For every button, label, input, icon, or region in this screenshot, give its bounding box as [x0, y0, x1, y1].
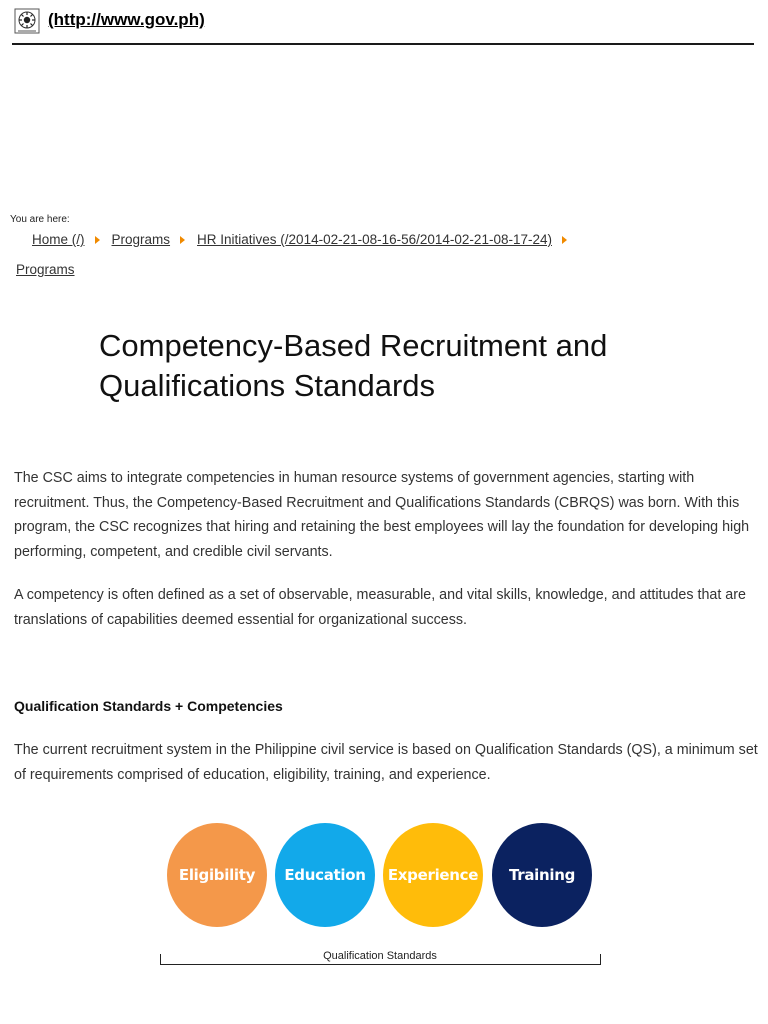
breadcrumb-arrow-icon: [562, 236, 567, 244]
competency-definition-paragraph: A competency is often defined as a set of observable, measurable, and vital skills, knowledge, and attitudes that are translations of capabilities deemed essential for organizational success.: [14, 587, 746, 628]
training-circle: Training: [492, 823, 592, 927]
page-title: Competency-Based Recruitment and Qualifications Standards: [99, 328, 608, 403]
breadcrumb-current-programs-link[interactable]: Programs: [16, 262, 75, 277]
breadcrumb-hr-initiatives-link[interactable]: HR Initiatives (/2014-02-21-08-16-56/2014-02-21-08-17-24): [197, 232, 552, 247]
experience-circle: Experience: [383, 823, 483, 927]
breadcrumb-arrow-icon: [95, 236, 100, 244]
breadcrumb-programs-link[interactable]: Programs: [111, 232, 171, 247]
qs-paragraph: The current recruitment system in the Philippine civil service is based on Qualification Standards (QS), a minimum set of requirements comprised of education, eligibility, training, and experience.: [14, 742, 758, 783]
breadcrumb-home-link[interactable]: Home (/): [32, 232, 85, 247]
eligibility-circle: Eligibility: [167, 823, 267, 927]
intro-paragraph: The CSC aims to integrate competencies in human resource systems of government agencies, starting with recruitment. Thus, the Competency-Based Recruitment and Qualifications Standards (CBRQS) was born. With this program, the CSC recognizes that hiring and retaining the best employees will lay the foundation for developing high performing, competent, and credible civil servants.: [14, 470, 750, 560]
breadcrumb: [32, 232, 579, 247]
section-heading: Qualification Standards + Competencies: [14, 698, 283, 714]
qualification-standards-label-wrap: [155, 950, 605, 962]
top-bar: [12, 6, 754, 45]
qualification-standards-label: Qualification Standards: [319, 950, 441, 962]
breadcrumb-arrow-icon: [180, 236, 185, 244]
government-seal-icon[interactable]: [14, 8, 40, 34]
gov-ph-link[interactable]: (http://www.gov.ph): [48, 10, 205, 29]
education-circle: Education: [275, 823, 375, 927]
qualification-standards-figure: [155, 818, 605, 970]
breadcrumb-prefix: You are here:: [10, 214, 70, 225]
